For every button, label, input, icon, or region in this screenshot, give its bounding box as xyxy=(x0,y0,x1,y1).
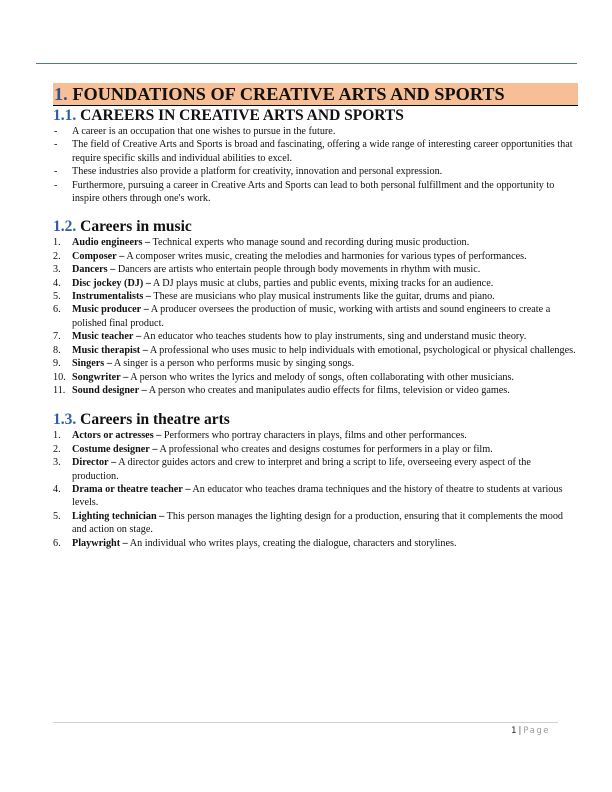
career-term: Songwriter xyxy=(72,371,121,383)
item-number: 5. xyxy=(53,291,61,303)
item-number: 11. xyxy=(53,384,66,396)
bullet-text: Furthermore, pursuing a career in Creative Arts and Sports can lead to both personal fulfillment and the opportunity to inspire others through one's work. xyxy=(72,179,555,205)
bullet-item xyxy=(53,165,578,178)
career-description: A director guides actors and crew to interpret and bring a script to life, overseeing every aspect of the production. xyxy=(72,457,531,482)
career-term: Music producer xyxy=(72,304,142,316)
section-heading-1-3 xyxy=(53,411,578,429)
section-title: Careers in theatre arts xyxy=(80,411,230,429)
career-term: Playwright xyxy=(72,537,121,549)
term-separator: – xyxy=(159,510,165,522)
career-list-item xyxy=(53,510,578,537)
career-term: Audio engineers xyxy=(72,237,143,249)
item-number: 2. xyxy=(53,443,61,455)
item-number: 3. xyxy=(53,264,61,276)
career-description: A singer is a person who performs music by singing songs. xyxy=(113,358,355,370)
bullet-text: The field of Creative Arts and Sports is broad and fascinating, offering a wide range of interesting career opportunities that require specific skills and individual abilities to excel. xyxy=(72,139,573,164)
term-separator: – xyxy=(106,358,112,370)
theatre-careers-list xyxy=(53,429,578,550)
item-number: 1. xyxy=(53,430,61,442)
footer-rule xyxy=(53,722,558,723)
item-number: 4. xyxy=(53,277,61,289)
page-label: Page xyxy=(523,726,550,736)
dash-bullet-icon: - xyxy=(54,139,58,151)
career-list-item xyxy=(53,443,578,456)
career-list-item xyxy=(53,384,578,397)
term-separator: – xyxy=(152,443,158,455)
section-number: 1.1. xyxy=(53,107,77,124)
career-term: Composer xyxy=(72,250,117,262)
term-separator: – xyxy=(143,304,149,316)
item-number: 5. xyxy=(53,510,61,522)
career-term: Dancers xyxy=(72,264,108,276)
career-description: This person manages the lighting design for a production, ensuring that it complements the mood and action on stage. xyxy=(72,510,564,536)
career-term: Actors or actresses xyxy=(72,430,154,442)
term-separator: – xyxy=(141,384,147,396)
term-separator: – xyxy=(156,430,162,442)
page-footer xyxy=(511,726,550,736)
item-number: 6. xyxy=(53,304,61,316)
career-list-item xyxy=(53,483,578,510)
career-term: Music teacher xyxy=(72,331,134,343)
intro-bullet-list xyxy=(53,125,578,205)
career-list-item xyxy=(53,537,578,550)
career-list-item xyxy=(53,357,578,370)
career-description: Dancers are artists who entertain people through body movements in rhythm with music. xyxy=(117,264,481,276)
career-description: A professional who creates and designs costumes for performers in a play or film. xyxy=(159,443,493,455)
career-description: An educator who teaches drama techniques and the history of theatre to students at various levels. xyxy=(72,483,563,509)
career-description: A professional who uses music to help individuals with emotional, psychological or physical challenges. xyxy=(149,344,576,356)
career-list-item xyxy=(53,263,578,276)
dash-bullet-icon: - xyxy=(54,166,58,178)
music-careers-list xyxy=(53,236,578,397)
term-separator: – xyxy=(145,237,151,249)
section-heading-1-2 xyxy=(53,218,578,236)
career-description: Technical experts who manage sound and recording during music production. xyxy=(152,237,470,249)
item-number: 6. xyxy=(53,537,61,549)
section-heading-1-1 xyxy=(53,107,578,125)
term-separator: – xyxy=(142,344,148,356)
career-description: A composer writes music, creating the melodies and harmonies for various types of performances. xyxy=(126,250,527,262)
dash-bullet-icon: - xyxy=(54,179,58,191)
section-title: Careers in music xyxy=(80,218,192,236)
term-separator: – xyxy=(122,537,128,549)
item-number: 4. xyxy=(53,483,61,495)
page-number: 1 xyxy=(511,726,517,736)
item-number: 1. xyxy=(53,237,61,249)
section-title: CAREERS IN CREATIVE ARTS AND SPORTS xyxy=(80,107,404,124)
term-separator: – xyxy=(145,291,151,303)
term-separator: – xyxy=(135,331,142,343)
chapter-title: FOUNDATIONS OF CREATIVE ARTS AND SPORTS xyxy=(72,84,505,104)
term-separator: – xyxy=(119,250,125,262)
career-term: Disc jockey (DJ) xyxy=(72,277,144,289)
career-description: Performers who portray characters in plays, films and other performances. xyxy=(163,430,467,442)
career-list-item xyxy=(53,277,578,290)
career-list-item xyxy=(53,236,578,249)
career-description: An individual who writes plays, creating the dialogue, characters and storylines. xyxy=(129,537,457,549)
career-description: A DJ plays music at clubs, parties and public events, mixing tracks for an audience. xyxy=(152,277,494,289)
career-list-item xyxy=(53,429,578,442)
career-list-item xyxy=(53,290,578,303)
career-term: Lighting technician xyxy=(72,510,157,522)
career-list-item xyxy=(53,456,578,483)
footer-separator: | xyxy=(518,726,522,736)
header-rule xyxy=(36,63,577,64)
bullet-item xyxy=(53,138,578,165)
career-list-item xyxy=(53,344,578,357)
bullet-text: A career is an occupation that one wishes to pursue in the future. xyxy=(72,126,336,137)
section-number: 1.2. xyxy=(53,218,77,236)
career-list-item xyxy=(53,250,578,263)
section-number: 1.3. xyxy=(53,411,77,429)
dash-bullet-icon: - xyxy=(54,126,58,137)
career-list-item xyxy=(53,303,578,330)
career-description: A person who writes the lyrics and melody of songs, often collaborating with other musicians. xyxy=(130,371,514,383)
career-term: Instrumentalists xyxy=(72,291,144,303)
term-separator: – xyxy=(110,264,116,276)
career-term: Music therapist xyxy=(72,344,141,356)
term-separator: – xyxy=(145,277,151,289)
career-description: A person who creates and manipulates audio effects for films, television or video games. xyxy=(148,384,510,396)
career-term: Drama or theatre teacher xyxy=(72,483,183,495)
career-term: Director xyxy=(72,457,109,469)
career-list-item xyxy=(53,330,578,343)
career-description: These are musicians who play musical instruments like the guitar, drums and piano. xyxy=(153,291,495,303)
career-list-item xyxy=(53,371,578,384)
career-term: Costume designer xyxy=(72,443,150,455)
bullet-text: These industries also provide a platform for creativity, innovation and personal expression. xyxy=(72,166,443,178)
bullet-item xyxy=(53,125,578,138)
chapter-heading xyxy=(53,83,578,106)
item-number: 7. xyxy=(53,331,61,343)
item-number: 8. xyxy=(53,344,61,356)
chapter-number: 1. xyxy=(54,84,68,104)
page-content xyxy=(53,83,578,550)
career-term: Sound designer xyxy=(72,384,140,396)
item-number: 3. xyxy=(53,457,61,469)
item-number: 9. xyxy=(53,358,61,370)
career-description: A producer oversees the production of music, working with artists and sound engineers to create a polished final product. xyxy=(72,304,551,329)
item-number: 10. xyxy=(53,371,66,383)
item-number: 2. xyxy=(53,250,61,262)
career-description: An educator who teaches students how to play instruments, sing and understand music theory. xyxy=(143,331,527,343)
term-separator: – xyxy=(185,483,191,495)
term-separator: – xyxy=(111,457,117,469)
term-separator: – xyxy=(123,371,129,383)
bullet-item xyxy=(53,179,578,206)
career-term: Singers xyxy=(72,358,105,370)
